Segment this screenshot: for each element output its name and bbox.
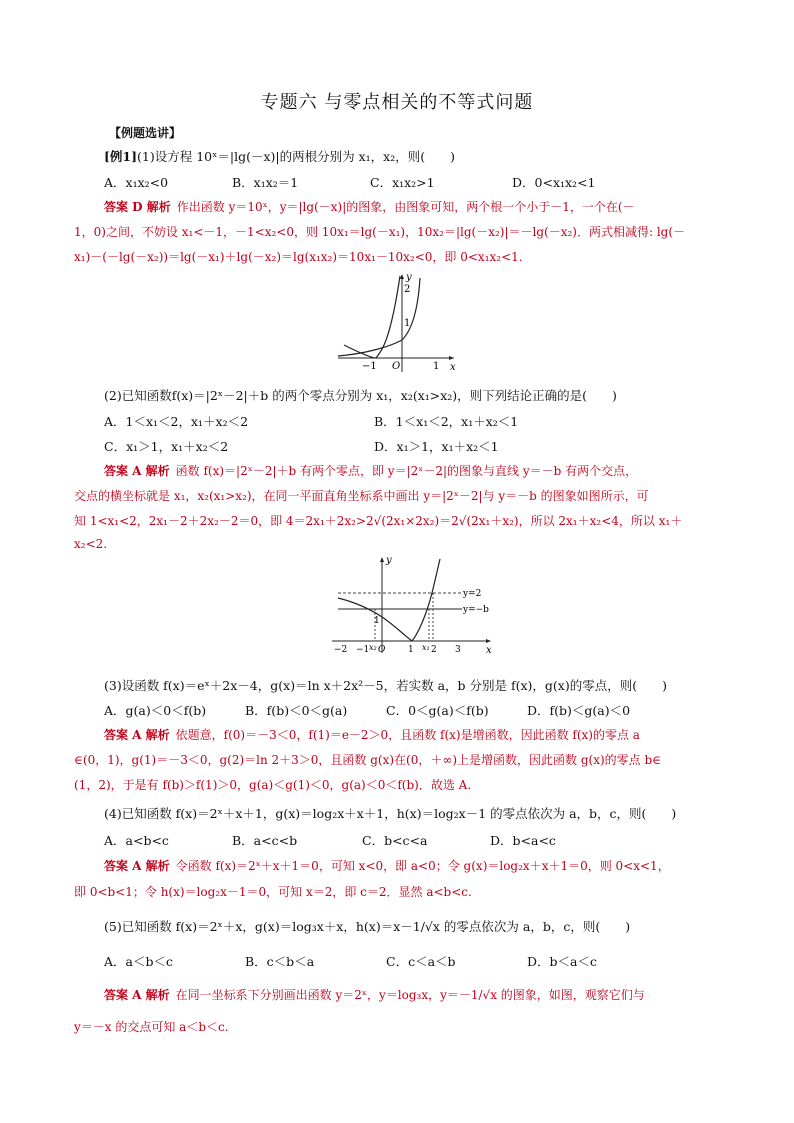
p2-option-d: D．x₁＞1，x₁＋x₂＜1 <box>374 439 499 454</box>
p1-graph <box>332 270 462 375</box>
p3-answer-tag: 答案 A 解析 <box>104 728 170 742</box>
example-label: [例1] <box>104 149 138 164</box>
p3-option-a: A．g(a)＜0＜f(b) <box>104 703 207 718</box>
p3-answer-text-1: 依题意，f(0)＝－3＜0，f(1)＝e－2＞0，且函数 f(x)是增函数，因此函数 f(x)的零点 a <box>175 728 640 742</box>
p2-answer-line-4: x₂<2. <box>74 537 108 551</box>
p5-option-c: C．c＜a＜b <box>386 954 456 969</box>
p2-answer-tag: 答案 A 解析 <box>104 464 170 478</box>
p5-option-d: D．b＜a＜c <box>527 954 597 969</box>
p4-answer-tag: 答案 A 解析 <box>104 859 170 873</box>
p2-origin: O <box>378 645 386 655</box>
p1-tick-2: 2 <box>404 284 411 295</box>
p5-answer-tag: 答案 A 解析 <box>104 988 170 1002</box>
p1-option-c: C．x₁x₂>1 <box>370 175 435 190</box>
p2-option-c: C．x₁＞1，x₁＋x₂＜2 <box>104 439 229 454</box>
p1-tick-x1: 1 <box>433 361 440 372</box>
p4-option-d: D．b<a<c <box>490 833 556 848</box>
p1-answer-line-3: x₁)－(－lg(－x₂))＝lg(－x₁)＋lg(－x₂)＝lg(x₁x₂)＝10x₁－10x₂<0，即 0<x₁x₂<1. <box>74 250 523 264</box>
p2-tick-1: 1 <box>408 645 414 655</box>
p2-answer-text-1: 函数 f(x)＝|2ˣ－2|＋b 有两个零点，即 y＝|2ˣ－2|的图象与直线 y＝－b 有两个交点， <box>175 464 638 478</box>
section-heading: 【例题选讲】 <box>109 126 182 140</box>
p1-y-label: y <box>406 272 412 283</box>
p5-answer-line-2: y＝－x 的交点可知 a＜b＜c. <box>74 1020 229 1034</box>
p2-x-label: x <box>486 645 492 656</box>
p1-answer-line-1 <box>104 198 635 215</box>
p1-answer-line-2: 1，0)之间，不妨设 x₁<－1，－1<x₂<0，则 10x₁＝lg(－x₁)，10x₂＝|lg(－x₂)|＝－lg(－x₂)．两式相减得: lg(－ <box>74 225 686 239</box>
p4-option-c: C．b<c<a <box>362 833 428 848</box>
p2-graph <box>328 553 498 656</box>
p1-option-b: B．x₁x₂＝1 <box>232 175 299 190</box>
p2-label-yb: y=−b <box>463 605 489 615</box>
p2-tick-minus2: −2 <box>334 645 348 655</box>
p1-tick-minus1: −1 <box>362 361 377 372</box>
p4-answer-line-1 <box>104 857 670 874</box>
p1-tick-1: 1 <box>404 318 411 329</box>
p2-y-label: y <box>386 555 392 566</box>
page-title: 专题六 与零点相关的不等式问题 <box>260 92 534 113</box>
p5-option-a: A．a＜b＜c <box>104 954 173 969</box>
p1-x-label: x <box>450 362 456 373</box>
p4-answer-text-1: 令函数 f(x)＝2ˣ＋x＋1＝0，可知 x<0，即 a<0；令 g(x)＝log₂x＋x＋1＝0，则 0<x<1， <box>175 859 670 873</box>
p5-option-b: B．c＜b＜a <box>245 954 315 969</box>
p2-label-y2: y=2 <box>463 589 482 599</box>
p2-tick-2: 2 <box>431 645 437 655</box>
p2-tick-x1: x₁ <box>422 643 430 652</box>
p2-tick-x2: x₂ <box>369 643 377 652</box>
p4-answer-line-2: 即 0<b<1；令 h(x)＝log₂x－1＝0，可知 x＝2，即 c＝2．显然 a<b<c. <box>74 885 472 899</box>
p2-option-a: A．1＜x₁＜2，x₁＋x₂＜2 <box>104 414 249 429</box>
p3-answer-line-2: ∈(0，1)，g(1)＝－3＜0，g(2)＝ln 2＋3＞0，且函数 g(x)在(0，＋∞)上是增函数，因此函数 g(x)的零点 b∈ <box>74 753 662 767</box>
problem-5-stem: (5)已知函数 f(x)＝2ˣ＋x，g(x)＝log₃x＋x，h(x)＝x－1/√x 的零点依次为 a，b，c，则( ) <box>104 919 631 934</box>
p2-tick-minus1: −1 <box>356 645 370 655</box>
p3-answer-line-3: (1，2)，于是有 f(b)＞f(1)＞0，g(a)＜g(1)＜0，g(a)＜0＜f(b)．故选 A. <box>74 778 472 792</box>
problem-1-stem <box>104 147 455 165</box>
p3-answer-line-1 <box>104 726 640 743</box>
p5-answer-line-1 <box>104 986 645 1003</box>
p2-answer-line-3: 知 1<x₁<2，2x₁－2＋2x₂－2＝0，即 4＝2x₁＋2x₂>2√(2x₁×2x₂)＝2√(2x₁＋x₂)，所以 2x₁＋x₂<4，所以 x₁＋ <box>74 514 683 528</box>
problem-3-stem: (3)设函数 f(x)＝eˣ＋2x－4，g(x)＝ln x＋2x²－5，若实数 a，b 分别是 f(x)，g(x)的零点，则( ) <box>104 678 667 693</box>
p3-option-b: B．f(b)＜0＜g(a) <box>245 703 348 718</box>
p1-option-d: D．0<x₁x₂<1 <box>512 175 596 190</box>
p1-answer-text-1: 作出函数 y＝10ˣ，y＝|lg(－x)|的图象，由图象可知，两个根一个小于－1，一个在(－ <box>176 200 635 214</box>
problem-4-stem: (4)已知函数 f(x)＝2ˣ＋x＋1，g(x)＝log₂x＋x＋1，h(x)＝log₂x－1 的零点依次为 a，b，c，则( ) <box>104 806 677 821</box>
p2-option-b: B．1＜x₁＜2，x₁＋x₂＜1 <box>374 414 519 429</box>
problem-1-text: (1)设方程 10ˣ＝|lg(－x)|的两根分别为 x₁，x₂，则( ) <box>137 149 455 164</box>
p2-answer-line-1 <box>104 462 637 479</box>
problem-2-stem: (2)已知函数f(x)＝|2ˣ－2|＋b 的两个零点分别为 x₁，x₂(x₁>x₂)，则下列结论正确的是( ) <box>104 388 617 403</box>
p4-option-b: B．a<c<b <box>232 833 298 848</box>
p1-log-curve <box>344 276 400 358</box>
p5-answer-text-1: 在同一坐标系下分别画出函数 y＝2ˣ，y＝log₃x，y＝－1/√x 的图象，如图，观察它们与 <box>175 988 645 1002</box>
p2-curve <box>338 559 440 641</box>
p2-tick-y1: 1 <box>374 616 380 626</box>
p1-origin: O <box>392 361 401 372</box>
p3-option-c: C．0＜g(a)＜f(b) <box>386 703 489 718</box>
p1-answer-tag: 答案 D 解析 <box>104 200 171 214</box>
p2-answer-line-2: 交点的横坐标就是 x₁，x₂(x₁>x₂)，在同一平面直角坐标系中画出 y＝|2ˣ－2|与 y＝－b 的图象如图所示，可 <box>74 489 649 503</box>
p2-tick-3: 3 <box>455 645 461 655</box>
p1-option-a: A．x₁x₂<0 <box>104 175 169 190</box>
p3-option-d: D．f(b)＜g(a)＜0 <box>527 703 631 718</box>
p4-option-a: A．a<b<c <box>104 833 169 848</box>
